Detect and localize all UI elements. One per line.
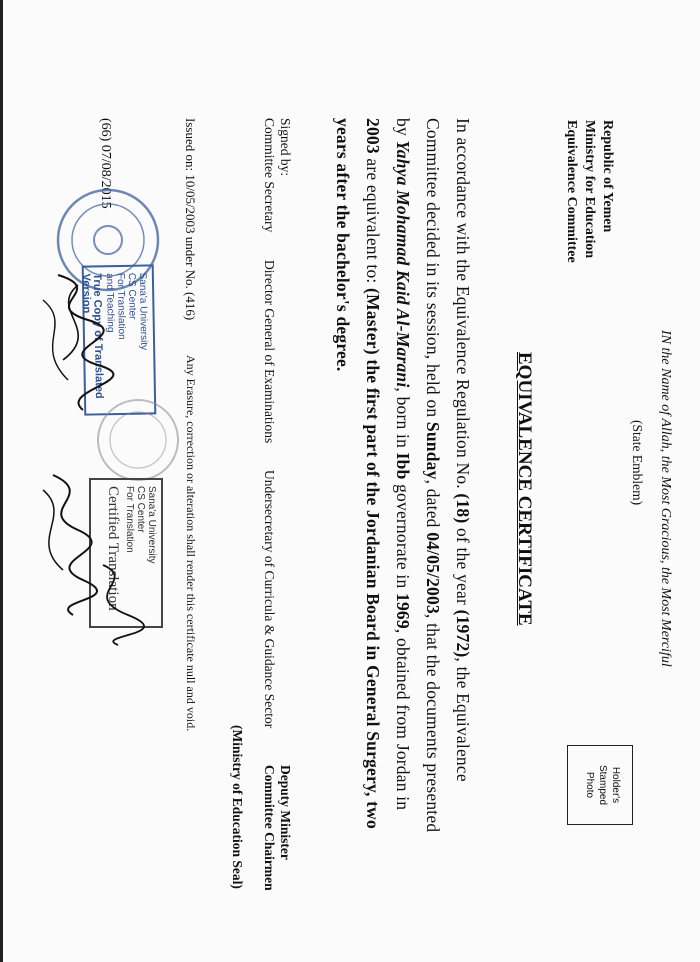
undersecretary: Undersecretary of Curricula & Guidance Sector — [262, 470, 277, 729]
equivalent-degree: (Master) the first part of the Jordanian Board in General Surgery, two — [363, 288, 383, 829]
photo-box-line-1: Holder's — [610, 766, 621, 804]
body-line-3 — [392, 118, 413, 810]
regulation-number: (18) — [453, 493, 473, 524]
issued-on: Issued on: 10/05/2003 under No. (416) — [183, 118, 198, 321]
session-date: 04/05/2003 — [423, 532, 443, 614]
body-text: , the Equivalence — [453, 657, 473, 782]
body-line-4 — [362, 118, 383, 829]
body-text: Committee decided in its session, held on — [423, 118, 443, 422]
photo-box-line-2: Stamped — [597, 764, 608, 806]
stamp-line: CS Center — [135, 486, 146, 533]
director-general: Director General of Examinations — [262, 260, 277, 444]
stamp-line: and Teaching — [103, 273, 116, 333]
body-text: of the year — [453, 523, 473, 610]
session-day: Sunday — [423, 421, 443, 480]
body-text: governorate in — [393, 479, 413, 594]
holder-photo-box — [567, 745, 633, 825]
photo-box-line-3: Photo — [584, 771, 595, 799]
issuer-line-3: Equivalence Committee — [564, 120, 579, 263]
committee-chairman: Committee Chairmen — [262, 765, 277, 891]
basmala: IN the Name of Allah, the Most Gracious, the Most Merciful — [658, 330, 673, 667]
birth-year: 1969 — [393, 593, 413, 629]
body-line-1 — [452, 118, 473, 782]
birth-place: Ibb — [393, 452, 413, 480]
stamp-line: For Translation — [114, 272, 127, 340]
body-text: are equivalent to: — [363, 153, 383, 289]
stamp-line: For Translation — [124, 486, 135, 553]
deputy-minister: Deputy Minister — [278, 765, 293, 860]
body-text: In accordance with the Equivalence Regulation No. — [453, 118, 473, 494]
issuer-line-1: Republic of Yemen — [600, 120, 615, 233]
body-text: , born in — [393, 387, 413, 453]
ministry-seal-label: (Ministry of Education Seal) — [230, 725, 245, 889]
state-emblem-label: (State Emblem) — [630, 420, 645, 506]
reference-date: (66) 07/08/2015 — [98, 118, 113, 209]
stamp-line: CS Center — [125, 272, 138, 320]
certified-translation-label: Certified Translation — [105, 486, 121, 611]
holder-name: Yahya Mohamad Kaid Al-Marani — [393, 140, 413, 388]
body-text: , dated — [423, 479, 443, 533]
true-copy-label: True Copy of Translated Version — [79, 273, 106, 399]
body-text: , obtained from Jordan in — [393, 628, 413, 811]
regulation-year: (1972) — [453, 609, 473, 658]
issuer-line-2: Ministry for Education — [582, 120, 597, 259]
body-text: by — [393, 118, 413, 141]
body-text: , that the documents presented — [423, 613, 443, 833]
degree-year: 2003 — [363, 118, 383, 154]
stamp-line: Sana'a University — [146, 486, 157, 564]
certificate-sheet — [3, 0, 700, 962]
body-line-2 — [422, 118, 443, 832]
stamp-line: Sana'a University — [136, 272, 150, 351]
certificate-title: EQUIVALENCE CERTIFICATE — [514, 352, 535, 626]
committee-secretary: Committee Secretary — [262, 118, 277, 233]
signature-3 — [73, 560, 143, 650]
signed-by-label: Signed by: — [278, 118, 293, 177]
erasure-notice: Any Erasure, correction or alteration shall render this certificate null and void. — [184, 355, 198, 732]
body-line-5: years after the bachelor's degree. — [333, 118, 353, 372]
signature-1 — [28, 270, 118, 420]
